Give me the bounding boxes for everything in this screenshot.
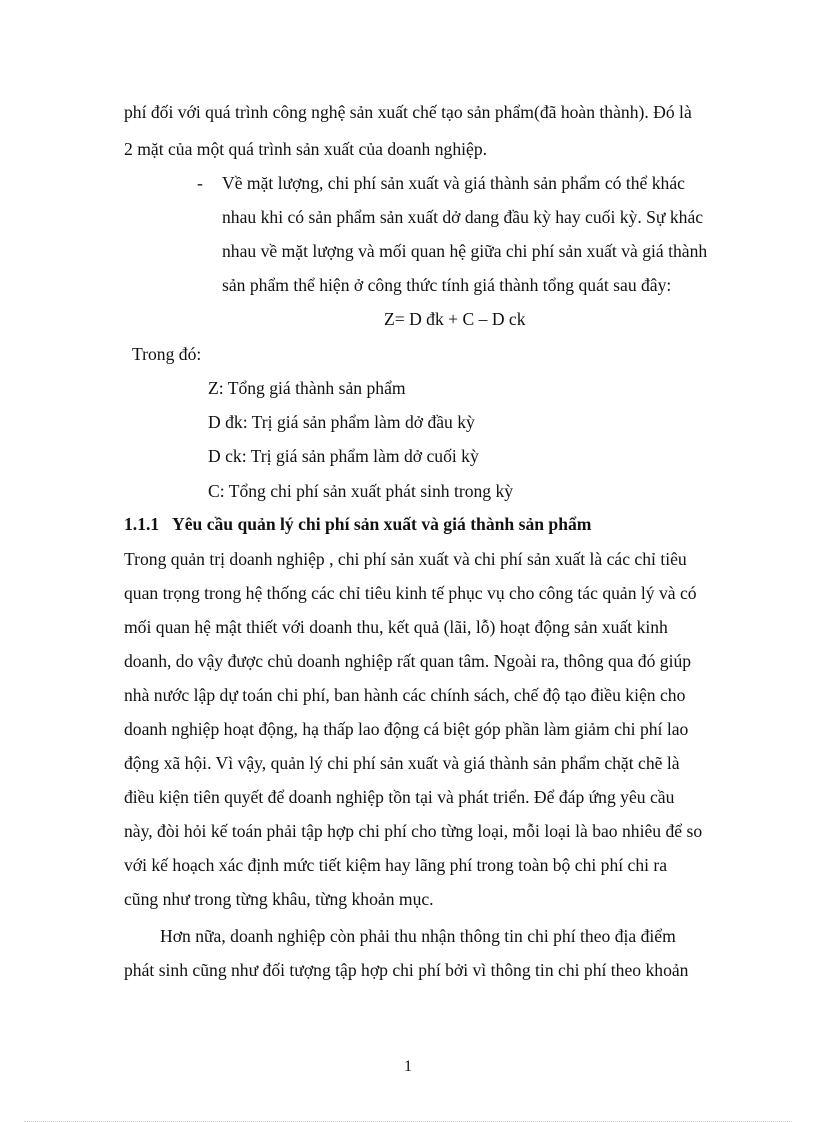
paragraph-line: nhà nước lập dự toán chi phí, ban hành các chính sách, chế độ tạo điều kiện cho (124, 685, 686, 705)
paragraph-line: động xã hội. Vì vậy, quản lý chi phí sản xuất và giá thành sản phẩm chặt chẽ là (124, 753, 680, 773)
where-label: Trong đó: (132, 344, 202, 364)
section-number: 1.1.1 (124, 514, 160, 534)
bullet-line: sản phẩm thể hiện ở công thức tính giá thành tổng quát sau đây: (222, 275, 672, 295)
definition-item: C: Tổng chi phí sản xuất phát sinh trong kỳ (208, 481, 514, 501)
paragraph-line: với kế hoạch xác định mức tiết kiệm hay lãng phí trong toàn bộ chi phí chi ra (124, 855, 668, 875)
text-line: phí đối với quá trình công nghệ sản xuất chế tạo sản phẩm(đã hoàn thành). Đó là (124, 102, 692, 122)
paragraph-line: doanh nghiệp hoạt động, hạ thấp lao động cá biệt góp phần làm giảm chi phí lao (124, 719, 689, 739)
definition-item: Z: Tổng giá thành sản phẩm (208, 378, 406, 398)
paragraph-line: mối quan hệ mật thiết với doanh thu, kết quả (lãi, lỗ) hoạt động sản xuất kinh (124, 617, 668, 637)
definition-item: D đk: Trị giá sản phẩm làm dở đầu kỳ (208, 412, 475, 432)
text-line: 2 mặt của một quá trình sản xuất của doanh nghiệp. (124, 139, 488, 159)
paragraph-line: này, đòi hỏi kế toán phải tập hợp chi phí cho từng loại, mỗi loại là bao nhiêu để so (124, 821, 703, 841)
paragraph-line: phát sinh cũng như đối tượng tập hợp chi phí bởi vì thông tin chi phí theo khoản (124, 960, 689, 980)
definition-item: D ck: Trị giá sản phẩm làm dở cuối kỳ (208, 446, 479, 466)
paragraph-line: Hơn nữa, doanh nghiệp còn phải thu nhận thông tin chi phí theo địa điểm (160, 926, 676, 946)
paragraph-line: Trong quản trị doanh nghiệp , chi phí sản xuất và chi phí sản xuất là các chỉ tiêu (124, 549, 687, 569)
bullet-dash: - (197, 173, 203, 193)
paragraph-line: quan trọng trong hệ thống các chỉ tiêu kinh tế phục vụ cho công tác quản lý và có (124, 583, 697, 603)
bullet-line: Về mặt lượng, chi phí sản xuất và giá thành sản phẩm có thể khác (222, 173, 685, 193)
section-heading (124, 512, 591, 536)
page-number: 1 (404, 1058, 412, 1075)
paragraph-line: cũng như trong từng khâu, từng khoản mục. (124, 889, 434, 909)
formula: Z= D đk + C – D ck (384, 309, 526, 329)
section-title: Yêu cầu quản lý chi phí sản xuất và giá thành sản phẩm (172, 514, 592, 534)
bullet-line: nhau khi có sản phẩm sản xuất dở dang đầu kỳ hay cuối kỳ. Sự khác (222, 207, 704, 227)
paragraph-line: doanh, do vậy được chủ doanh nghiệp rất quan tâm. Ngoài ra, thông qua đó giúp (124, 651, 692, 671)
bullet-line: nhau về mặt lượng và mối quan hệ giữa chi phí sản xuất và giá thành (222, 241, 708, 261)
paragraph-line: điều kiện tiên quyết để doanh nghiệp tồn tại và phát triển. Để đáp ứng yêu cầu (124, 787, 675, 807)
page-divider (24, 1121, 792, 1122)
